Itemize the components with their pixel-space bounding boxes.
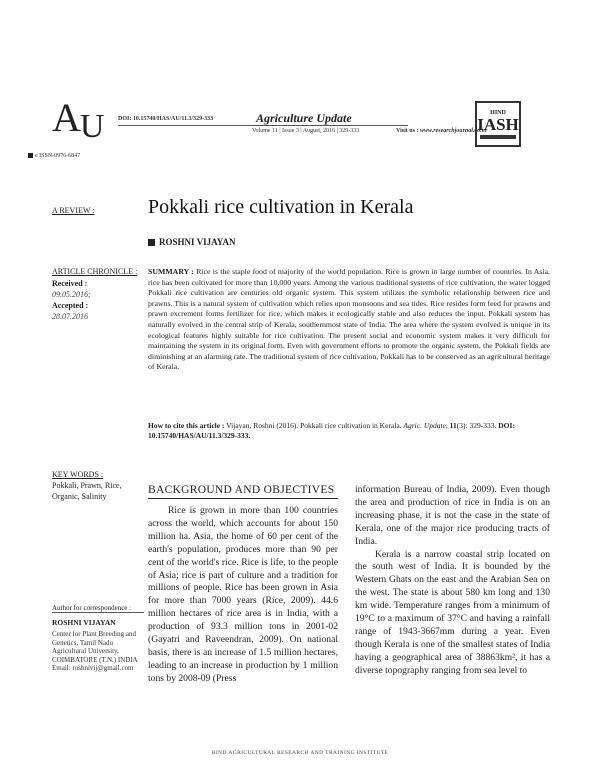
keywords-label: KEY WORDS : <box>52 470 104 479</box>
accepted-date: 28.07.2016 <box>52 312 88 321</box>
correspondence-rule <box>52 612 144 613</box>
hind-logo <box>475 101 521 147</box>
correspondence-email[interactable]: Email: roshnivij@gmail.com <box>52 664 134 673</box>
received-date: 09.05.2016; <box>52 290 91 299</box>
author-line <box>148 237 235 247</box>
citation-label: How to cite this article : <box>148 421 225 430</box>
citation-text: Vijayan, Roshni (2016). Pokkali rice cultivation in Kerala. <box>226 421 402 430</box>
journal-name: Agriculture Update <box>256 111 352 125</box>
body-paragraph: Kerala is a narrow coastal strip located on the south west of India. It is bounded by the Western Ghats on the east and the Arabian Sea on the west. The state is about 580 km long and 130 km wide. Temperature ranges from a minimum of 19°C to a maximum of 37°C and having a rainfall range of 1943-3667mm during a year. Even though Kerala is one of the smallest states of India having a geographical area of 38863km², it has a diverse topography ranging from sea level to <box>355 548 550 676</box>
square-bullet-icon <box>28 153 33 158</box>
citation <box>148 421 550 442</box>
citation-pages: (3): 329-333. <box>456 421 497 430</box>
accepted-label: Accepted : <box>52 301 89 310</box>
eissn <box>28 153 80 159</box>
section-heading: BACKGROUND AND OBJECTIVES <box>148 484 335 496</box>
visit-label: Visit us : <box>396 128 419 134</box>
summary-label: SUMMARY : <box>148 267 194 276</box>
logo-letter-u: U <box>79 108 102 145</box>
citation-journal: Agric. Update, <box>403 421 448 430</box>
correspondence-name: ROSHNI VIJAYAN <box>52 618 116 627</box>
header-doi: DOI: 10.15740/HAS/AU/11.3/329-333 <box>118 116 214 122</box>
chronicle-label: ARTICLE CHRONICLE : <box>52 267 138 276</box>
summary <box>148 267 550 373</box>
eissn-text: e ISSN-0976-6847 <box>35 153 81 159</box>
page-footer: HIND AGRICULTURAL RESEARCH AND TRAINING INSTITUTE <box>211 750 389 756</box>
article-type-label: A REVIEW : <box>52 206 95 215</box>
received-label: Received : <box>52 279 88 288</box>
volume-line: Volume 11 | Issue 3 | August, 2016 | 329-333 <box>252 128 360 134</box>
body-paragraph: Rice is grown in more than 100 countries across the world, which accounts for about 150 million ha. Asia, the home of 60 per cent of the earth's population, produces more than 90 per cent of the world's rice. Rice is life, to the people of Asia; rice is part of culture and a tradition for millions of people. Rice has been grown in Asia for more than 7000 years (Rice, 2009). 44.6 million hectares of rice area is in India, with a production of 93.3 million tons in 2001-02 (Gayatri and Raveendran, 2009). On national basis, there is an increase of 1.5 million hectares, leading to an increase in production by 1 million tons by 2008-09 (Press <box>148 505 338 684</box>
visit-us <box>396 128 487 134</box>
body-paragraph: information Bureau of India, 2009). Even though the area and production of rice in India is on an increasing phase, it is not the case in the state of Kerala, one of the major rice producing tracts of India. <box>355 484 550 547</box>
correspondence-label: Author for correspondence : <box>52 604 132 612</box>
body-column-1 <box>148 505 338 686</box>
correspondence-affiliation: Center for Plant Breeding and Genetics, Tamil Nadu Agricultural University, COIMBATORE (T.N.) INDIA <box>52 630 138 664</box>
logo-letter-a: A <box>52 95 78 140</box>
citation-doi[interactable]: DOI: 10.15740/HAS/AU/11.3/329-333. <box>148 421 515 441</box>
article-title: Pokkali rice cultivation in Kerala <box>148 196 414 218</box>
hind-logo-mark: IASH <box>477 114 519 134</box>
hind-logo-bar <box>480 135 516 139</box>
keywords-text: Pokkali, Prawn, Rice, Organic, Salinity <box>52 481 122 501</box>
author-name: ROSHNI VIJAYAN <box>159 237 236 247</box>
hind-logo-top: HIND <box>490 109 506 116</box>
body-column-2 <box>355 484 550 678</box>
citation-volume: 11 <box>449 421 457 430</box>
summary-text: Rice is the staple food of majority of the world population. Rice is grown in large number of countries. In Asia, rice has been cultivated for more than 10,000 years. Among the various traditional systems of rice cultivation, the water logged Pokkali rice cultivation are centuries old organic system. This system utilizes the symbolic relationship between rice and prawns. This is a natural system of cultivation which relies upon monsoons and sea tides. Rice resides form feed for prawns and prawn excrement forms fertilizer for rice, which makes it ecologically stable and also reduces the input. Pokkali system has naturally evolved in the central strip of Kerala, southernmost state of India. The area where the system evolved is unique in its ecological features highly suitable for rice cultivation. The present social and economic system makes it very difficult for maintaining the system in its original form. Even with government efforts to promote the organic system, the Pokkali fields are diminishing at an alarming rate. The traditional system of rice cultivation, Pokkali has to be conserved as an agricultural heritage of Kerala. <box>148 267 550 372</box>
journal-logo <box>52 95 102 145</box>
square-bullet-icon <box>148 239 155 246</box>
correspondence-address <box>52 630 144 673</box>
section-rule <box>148 498 338 499</box>
visit-url[interactable]: www.researchjournal.co.in <box>419 128 487 134</box>
